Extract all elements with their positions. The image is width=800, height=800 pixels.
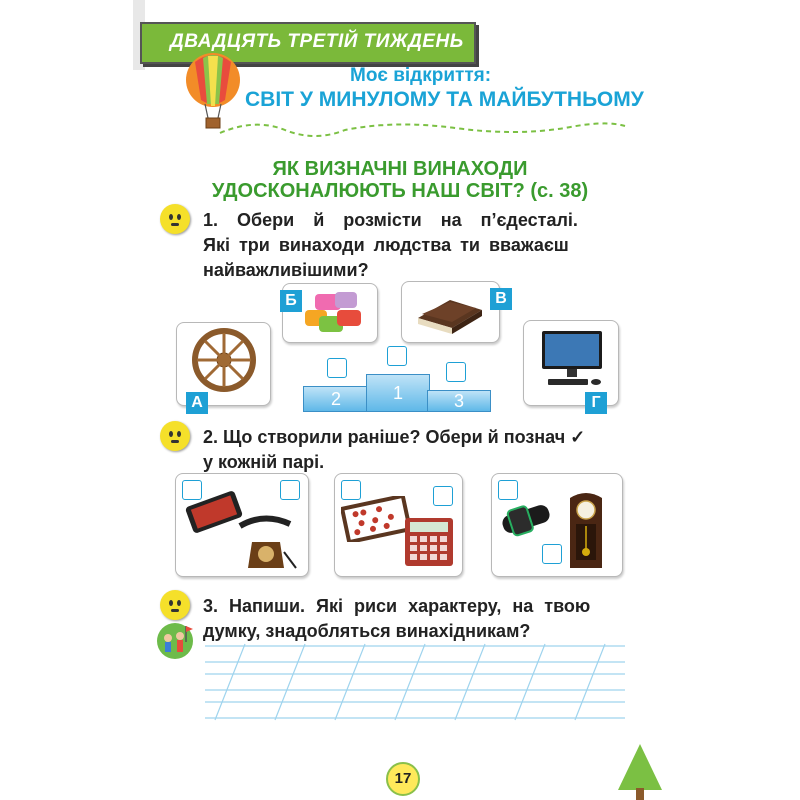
smiley-icon [160,204,190,234]
podium-place-2: 2 [303,386,369,412]
smiley-icon [160,421,190,451]
checkbox-telephone[interactable] [280,480,300,500]
decorative-dashed-curve [215,108,635,148]
pair2-card [334,473,463,577]
card-v-book[interactable] [401,281,500,343]
discovery-subtitle: Моє відкриття: [350,65,492,86]
section-heading-line2: УДОСКОНАЛЮЮТЬ НАШ СВІТ? (с. 38) [211,180,589,202]
task2-text [203,425,643,475]
checkbox-place-3[interactable] [446,362,466,382]
calculator-icon [401,514,457,570]
checkbox-place-1[interactable] [387,346,407,366]
writing-lines[interactable] [205,640,625,730]
checkbox-pendulum-clock[interactable] [542,544,562,564]
task3-line2: думку, знадобляться винахідникам? [203,621,531,641]
podium-place-1: 1 [366,374,430,412]
rotary-telephone-icon [234,512,300,572]
label-b: Б [280,290,302,312]
smiley-icon [160,590,190,620]
task2-line2: у кожній парі. [203,452,325,472]
checkbox-calculator[interactable] [433,486,453,506]
task3-line1: 3. Напиши. Які риси характеру, на твою [203,596,591,616]
book-icon [412,288,486,336]
pair1-card [175,473,309,577]
week-title: ДВАДЦЯТЬ ТРЕТІЙ ТИЖДЕНЬ [170,31,464,52]
task1-line2: Які три винаходи людства ти вважаєш [203,235,569,255]
task1-text [203,208,623,283]
label-a: А [186,392,208,414]
label-v: В [490,288,512,310]
children-team-icon [156,622,194,660]
smartwatch-icon [496,496,556,542]
tree-decoration-icon [610,740,670,800]
page-number: 17 [386,762,420,796]
soap-bars-icon [301,288,367,338]
wooden-wheel-icon [191,327,257,393]
checkbox-place-2[interactable] [327,358,347,378]
computer-icon [536,327,610,393]
task2-line1: 2. Що створили раніше? Обери й познач ✓ [203,427,586,447]
podium-place-3: 3 [427,390,491,412]
task1-line3: найважливішими? [203,260,369,280]
discovery-title: СВІТ У МИНУЛОМУ ТА МАЙБУТНЬОМУ [245,88,644,111]
task1-line1: 1. Обери й розмісти на п’єдесталі. [203,210,578,230]
pendulum-clock-icon [566,488,606,572]
pair3-card [491,473,623,577]
task3-text [203,594,623,644]
section-heading-line1: ЯК ВИЗНАЧНІ ВИНАХОДИ [272,158,528,180]
label-g: Г [585,392,607,414]
